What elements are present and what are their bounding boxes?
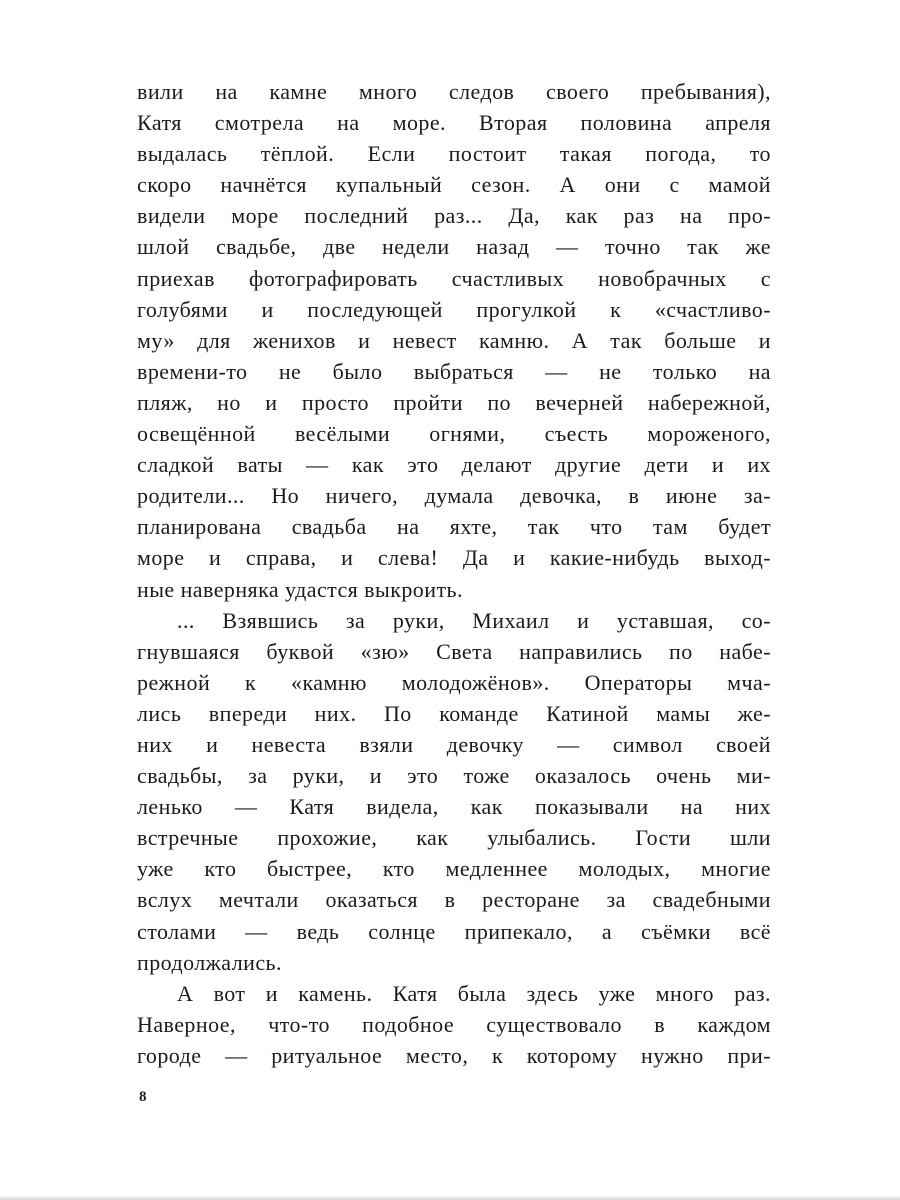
text-line: голубями и последующей прогулкой к «счастливо- (137, 296, 771, 322)
text-line: лись впереди них. По команде Катиной мамы же- (137, 700, 771, 726)
text-line: видели море последний раз... Да, как раз на про- (137, 203, 771, 229)
text-line: уже кто быстрее, кто медленнее молодых, многие (137, 856, 771, 882)
text-line: сладкой ваты — как это делают другие дети и их (137, 452, 771, 478)
text-line: море и справа, и слева! Да и какие-нибудь выход- (137, 545, 771, 571)
text-line: режной к «камню молодожёнов». Операторы мча- (137, 669, 771, 695)
text-line: вили на камне много следов своего пребывания), (137, 79, 771, 104)
text-line: му» для женихов и невест камню. А так больше и (137, 327, 771, 353)
text-line: выдалась тёплой. Если постоит такая погода, то (137, 141, 771, 167)
text-line: ные наверняка удастся выкроить. (137, 576, 463, 602)
page-bottom-edge (0, 1196, 900, 1200)
text-line: них и невеста взяли девочку — символ своей (137, 731, 771, 757)
text-line: планирована свадьба на яхте, так что там будет (137, 514, 771, 540)
page-number: 8 (139, 1089, 147, 1105)
text-line: времени-то не было выбраться — не только на (137, 358, 771, 384)
text-line: свадьбы, за руки, и это тоже оказалось очень ми- (137, 763, 771, 789)
text-line: городе — ритуальное место, к которому нужно при- (137, 1042, 771, 1068)
text-line: столами — ведь солнце припекало, а съёмки всё (137, 918, 771, 944)
text-line: А вот и камень. Катя была здесь уже много раз. (177, 980, 771, 1006)
text-line: вслух мечтали оказаться в ресторане за свадебными (137, 887, 771, 913)
text-line: скоро начнётся купальный сезон. А они с мамой (137, 172, 771, 198)
text-line: освещённой весёлыми огнями, съесть мороженого, (137, 421, 771, 447)
text-line: родители... Но ничего, думала девочка, в июне за- (137, 483, 771, 509)
text-line: пляж, но и просто пройти по вечерней набережной, (137, 389, 771, 415)
text-line: встречные прохожие, как улыбались. Гости шли (137, 825, 771, 851)
text-line: Катя смотрела на море. Вторая половина апреля (137, 110, 771, 136)
text-line: приехав фотографировать счастливых новобрачных с (137, 265, 771, 291)
text-line: ... Взявшись за руки, Михаил и уставшая, со- (177, 607, 771, 633)
text-block (137, 76, 771, 1071)
text-line: Наверное, что-то подобное существовало в каждом (137, 1011, 771, 1037)
text-line: продолжались. (137, 949, 282, 975)
text-line: гнувшаяся буквой «зю» Света направились по набе- (137, 638, 771, 664)
text-line: ленько — Катя видела, как показывали на них (137, 794, 771, 820)
text-line: шлой свадьбе, две недели назад — точно так же (137, 234, 771, 260)
